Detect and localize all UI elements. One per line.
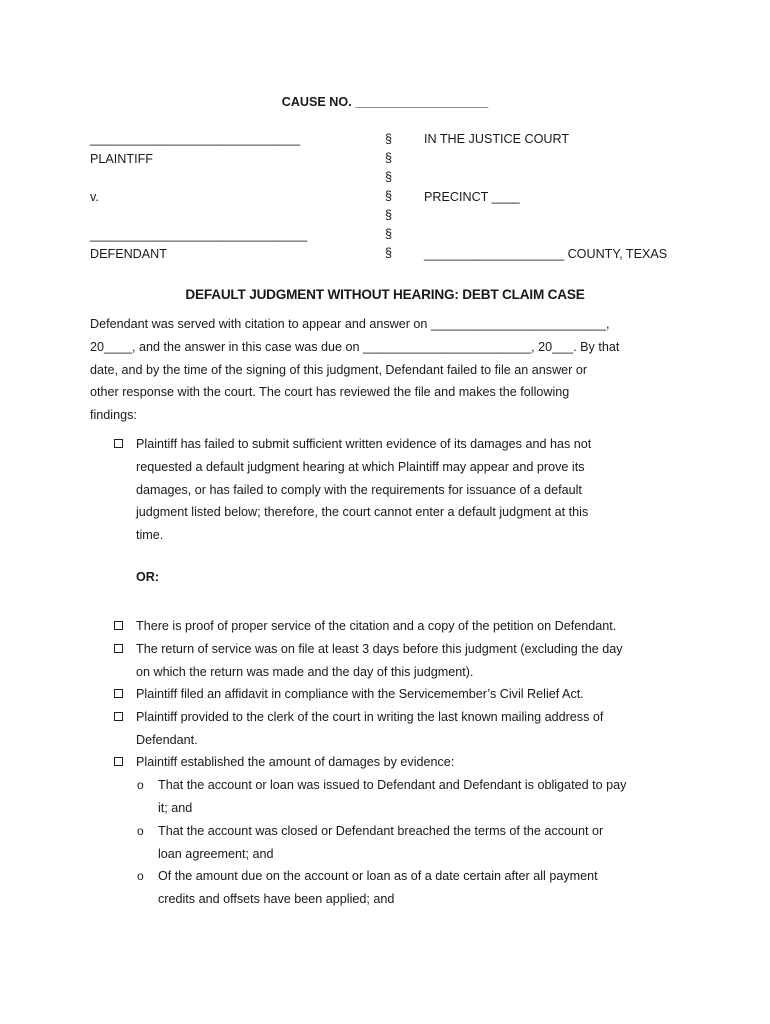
intro-line: 20____, and the answer in this case was due on ________________________, 20___. By that xyxy=(90,339,620,354)
finding-line: The return of service was on file at least 3 days before this judgment (excluding the day xyxy=(136,642,623,656)
precinct-field: PRECINCT ____ xyxy=(424,190,520,204)
plaintiff-blank: ______________________________ xyxy=(90,132,301,146)
defendant-blank: _______________________________ xyxy=(90,228,308,242)
versus-label: v. xyxy=(90,190,99,204)
option-line: time. xyxy=(136,528,164,543)
damages-line: That the account or loan was issued to Defendant and Defendant is obligated to pay xyxy=(158,778,627,792)
section-mark: § xyxy=(385,151,393,165)
county-field: ____________________ COUNTY, TEXAS xyxy=(424,247,668,261)
finding-line: Defendant. xyxy=(136,732,198,747)
bullet-circle-icon: o xyxy=(137,869,144,883)
court-name: IN THE JUSTICE COURT xyxy=(424,132,570,146)
intro-line: date, and by the time of the signing of this judgment, Defendant failed to file an answer or xyxy=(90,362,588,377)
checkbox[interactable] xyxy=(114,712,123,721)
option-line: requested a default judgment hearing at which Plaintiff may appear and prove its xyxy=(136,459,585,474)
damages-line: That the account was closed or Defendant breached the terms of the account or xyxy=(158,824,604,838)
section-mark: § xyxy=(385,170,393,184)
intro-line: Defendant was served with citation to appear and answer on _________________________, xyxy=(90,317,610,331)
document-title: DEFAULT JUDGMENT WITHOUT HEARING: DEBT CLAIM CASE xyxy=(185,287,585,302)
intro-line: findings: xyxy=(90,408,137,423)
bullet-circle-icon: o xyxy=(137,824,144,838)
intro-line: other response with the court. The court has reviewed the file and makes the following xyxy=(90,385,570,400)
checkbox[interactable] xyxy=(114,689,123,698)
section-mark: § xyxy=(385,227,393,241)
option-line: damages, or has failed to comply with the requirements for issuance of a default xyxy=(136,482,582,497)
finding-line: Plaintiff filed an affidavit in compliance with the Servicemember’s Civil Relief Act. xyxy=(136,687,584,701)
intro-paragraph xyxy=(90,313,670,427)
checkbox[interactable] xyxy=(114,644,123,653)
finding-line: on which the return was made and the day of this judgment). xyxy=(136,664,474,679)
plaintiff-label: PLAINTIFF xyxy=(90,152,153,166)
checkbox[interactable] xyxy=(114,757,123,766)
finding-line: Plaintiff established the amount of damages by evidence: xyxy=(136,755,455,769)
or-label: OR: xyxy=(136,570,160,584)
defendant-label: DEFENDANT xyxy=(90,247,167,261)
checkbox[interactable] xyxy=(114,621,123,630)
checkbox[interactable] xyxy=(114,439,123,448)
section-mark: § xyxy=(385,189,393,203)
damages-line: credits and offsets have been applied; and xyxy=(158,891,395,906)
section-mark: § xyxy=(385,246,393,260)
bullet-circle-icon: o xyxy=(137,778,144,792)
cause-number: CAUSE NO. ___________________ xyxy=(281,95,489,109)
damages-line: loan agreement; and xyxy=(158,846,274,861)
finding-line: Plaintiff provided to the clerk of the court in writing the last known mailing address of xyxy=(136,710,604,724)
option-line: judgment listed below; therefore, the court cannot enter a default judgment at this xyxy=(136,505,589,520)
damages-line: Of the amount due on the account or loan as of a date certain after all payment xyxy=(158,869,598,883)
section-mark: § xyxy=(385,132,393,146)
finding-line: There is proof of proper service of the citation and a copy of the petition on Defendant. xyxy=(136,619,617,633)
option-line: Plaintiff has failed to submit sufficient written evidence of its damages and has not xyxy=(136,437,592,451)
damages-line: it; and xyxy=(158,800,193,815)
section-mark: § xyxy=(385,208,393,222)
